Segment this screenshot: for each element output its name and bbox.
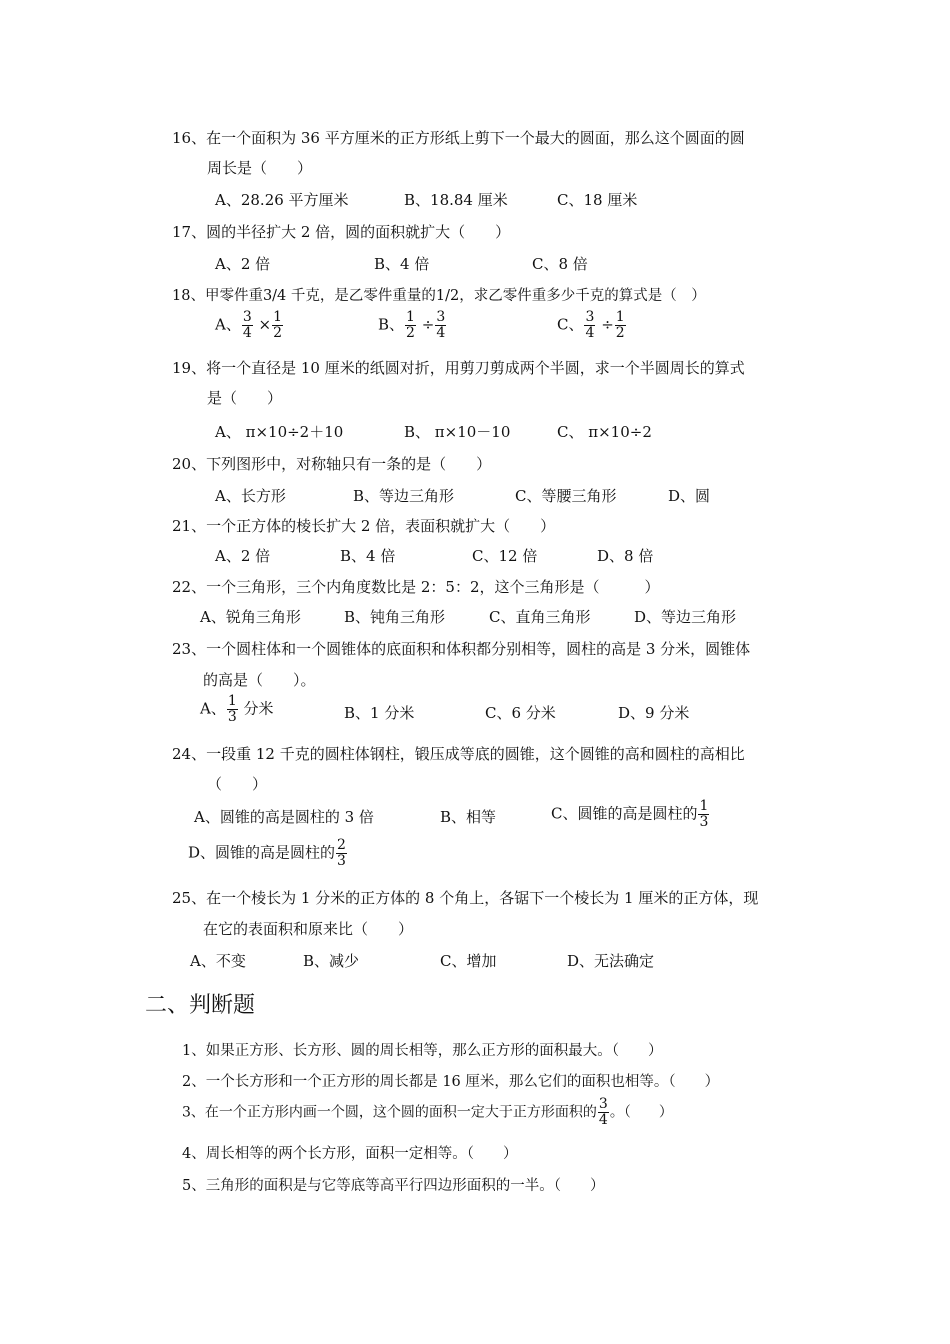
question-20-text: 20、下列图形中，对称轴只有一条的是（ ） bbox=[172, 455, 492, 473]
q24-option-d-prefix: D、圆锥的高是圆柱的 bbox=[188, 843, 336, 862]
q18-option-c-prefix: C、 bbox=[557, 315, 584, 334]
judgment-item-1: 1、如果正方形、长方形、圆的周长相等，那么正方形的面积最大。（ ） bbox=[182, 1043, 663, 1059]
fraction-denominator: 2 bbox=[615, 325, 625, 341]
question-17-text: 17、圆的半径扩大 2 倍，圆的面积就扩大（ ） bbox=[172, 223, 511, 241]
question-19-text-cont: 是（ ） bbox=[207, 389, 283, 407]
fraction-denominator: 4 bbox=[585, 325, 595, 341]
q17-option-c: C、8 倍 bbox=[532, 255, 588, 273]
q22-option-c: C、直角三角形 bbox=[489, 608, 591, 626]
fraction-numerator: 3 bbox=[585, 309, 595, 325]
fraction bbox=[227, 694, 238, 725]
q18-option-c bbox=[557, 310, 627, 341]
question-21-text: 21、一个正方体的棱长扩大 2 倍，表面积就扩大（ ） bbox=[172, 517, 556, 535]
q24-option-a: A、圆锥的高是圆柱的 3 倍 bbox=[194, 808, 374, 826]
fraction bbox=[615, 310, 626, 341]
q20-option-d: D、圆 bbox=[668, 487, 711, 505]
fraction-denominator: 4 bbox=[436, 325, 446, 341]
q23-option-b: B、1 分米 bbox=[344, 704, 415, 722]
fraction-numerator: 1 bbox=[699, 798, 709, 814]
judgment-item-3 bbox=[182, 1097, 673, 1128]
q17-option-b: B、4 倍 bbox=[374, 255, 430, 273]
fraction-numerator: 1 bbox=[615, 309, 625, 325]
fraction-numerator: 1 bbox=[273, 309, 283, 325]
fraction-denominator: 3 bbox=[699, 814, 709, 830]
judgment-item-3-text: 3、在一个正方形内画一个圆，这个圆的面积一定大于正方形面积的 bbox=[182, 1104, 597, 1121]
question-16-text-cont: 周长是（ ） bbox=[207, 159, 313, 177]
q23-option-c: C、6 分米 bbox=[485, 704, 556, 722]
judgment-item-2: 2、一个长方形和一个正方形的周长都是 16 厘米，那么它们的面积也相等。（ ） bbox=[182, 1074, 720, 1090]
q23-option-a bbox=[200, 694, 274, 725]
question-18-text: 18、甲零件重3/4 千克，是乙零件重量的1/2，求乙零件重多少千克的算式是（ ） bbox=[172, 288, 706, 304]
q18-option-a-prefix: A、 bbox=[215, 315, 241, 334]
q22-option-d: D、等边三角形 bbox=[634, 608, 737, 626]
fraction-denominator: 2 bbox=[273, 325, 283, 341]
fraction-numerator: 2 bbox=[337, 837, 346, 853]
q18-option-a bbox=[215, 310, 284, 341]
q24-option-c bbox=[551, 799, 710, 830]
q25-option-c: C、增加 bbox=[440, 952, 497, 970]
judgment-item-3-suffix: 。（ ） bbox=[609, 1104, 673, 1121]
fraction bbox=[272, 310, 283, 341]
question-16-text: 16、在一个面积为 36 平方厘米的正方形纸上剪下一个最大的圆面，那么这个圆面的圆 bbox=[172, 129, 745, 147]
q20-option-c: C、等腰三角形 bbox=[515, 487, 617, 505]
fraction-numerator: 3 bbox=[598, 1096, 608, 1112]
fraction-numerator: 3 bbox=[436, 309, 446, 325]
fraction bbox=[584, 310, 595, 341]
q24-option-c-prefix: C、圆锥的高是圆柱的 bbox=[551, 804, 698, 823]
question-24-text-cont: （ ） bbox=[207, 775, 268, 793]
q22-option-b: B、钝角三角形 bbox=[344, 608, 446, 626]
q24-option-b: B、相等 bbox=[440, 808, 497, 826]
q17-option-a: A、2 倍 bbox=[215, 255, 271, 273]
operator: ÷ bbox=[421, 315, 435, 334]
judgment-item-4: 4、周长相等的两个长方形，面积一定相等。（ ） bbox=[182, 1146, 518, 1162]
question-23-text-cont: 的高是（ ）。 bbox=[203, 671, 316, 689]
q19-option-a: A、 π×10÷2＋10 bbox=[215, 423, 344, 441]
fraction-numerator: 1 bbox=[227, 693, 237, 709]
question-25-text-cont: 在它的表面积和原来比（ ） bbox=[203, 920, 414, 938]
q16-option-a: A、28.26 平方厘米 bbox=[215, 191, 349, 209]
q20-option-b: B、等边三角形 bbox=[353, 487, 455, 505]
fraction bbox=[435, 310, 446, 341]
question-24-text: 24、一段重 12 千克的圆柱体钢柱，锻压成等底的圆锥，这个圆锥的高和圆柱的高相比 bbox=[172, 745, 745, 763]
q22-option-a: A、锐角三角形 bbox=[200, 608, 301, 626]
q18-option-b-prefix: B、 bbox=[378, 315, 405, 334]
question-22-text: 22、一个三角形，三个内角度数比是 2：5：2，这个三角形是（ ） bbox=[172, 578, 660, 596]
q25-option-b: B、减少 bbox=[303, 952, 360, 970]
fraction-denominator: 2 bbox=[406, 325, 415, 341]
section-title: 二、判断题 bbox=[145, 993, 256, 1018]
q19-option-c: C、 π×10÷2 bbox=[557, 423, 652, 441]
q23-option-a-prefix: A、 bbox=[200, 699, 226, 718]
q21-option-a: A、2 倍 bbox=[215, 547, 271, 565]
q16-option-b: B、18.84 厘米 bbox=[404, 191, 508, 209]
judgment-item-5: 5、三角形的面积是与它等底等高平行四边形面积的一半。（ ） bbox=[182, 1178, 605, 1194]
fraction bbox=[698, 799, 709, 830]
q19-option-b: B、 π×10－10 bbox=[404, 423, 511, 441]
operator: ÷ bbox=[601, 315, 614, 334]
fraction bbox=[405, 310, 416, 341]
fraction bbox=[242, 310, 253, 341]
fraction-denominator: 4 bbox=[598, 1112, 608, 1128]
fraction-numerator: 3 bbox=[242, 309, 252, 325]
q25-option-a: A、不变 bbox=[190, 952, 246, 970]
q21-option-b: B、4 倍 bbox=[340, 547, 396, 565]
fraction-numerator: 1 bbox=[406, 309, 415, 325]
question-19-text: 19、将一个直径是 10 厘米的纸圆对折，用剪刀剪成两个半圆，求一个半圆周长的算式 bbox=[172, 359, 745, 377]
fraction-denominator: 3 bbox=[337, 853, 346, 869]
q23-option-a-unit: 分米 bbox=[238, 699, 274, 718]
q16-option-c: C、18 厘米 bbox=[557, 191, 638, 209]
fraction-denominator: 3 bbox=[227, 709, 237, 725]
fraction-denominator: 4 bbox=[242, 325, 252, 341]
q24-option-d bbox=[188, 838, 348, 869]
q21-option-c: C、12 倍 bbox=[472, 547, 538, 565]
fraction bbox=[336, 838, 347, 869]
q23-option-d: D、9 分米 bbox=[618, 704, 690, 722]
q25-option-d: D、无法确定 bbox=[567, 952, 655, 970]
q20-option-a: A、长方形 bbox=[215, 487, 286, 505]
q21-option-d: D、8 倍 bbox=[597, 547, 654, 565]
question-23-text: 23、一个圆柱体和一个圆锥体的底面积和体积都分别相等，圆柱的高是 3 分米，圆锥体 bbox=[172, 640, 751, 658]
operator: × bbox=[258, 315, 272, 334]
question-25-text: 25、在一个棱长为 1 分米的正方体的 8 个角上，各锯下一个棱长为 1 厘米的正方体，现 bbox=[172, 889, 759, 907]
q18-option-b bbox=[378, 310, 447, 341]
fraction bbox=[598, 1097, 609, 1128]
